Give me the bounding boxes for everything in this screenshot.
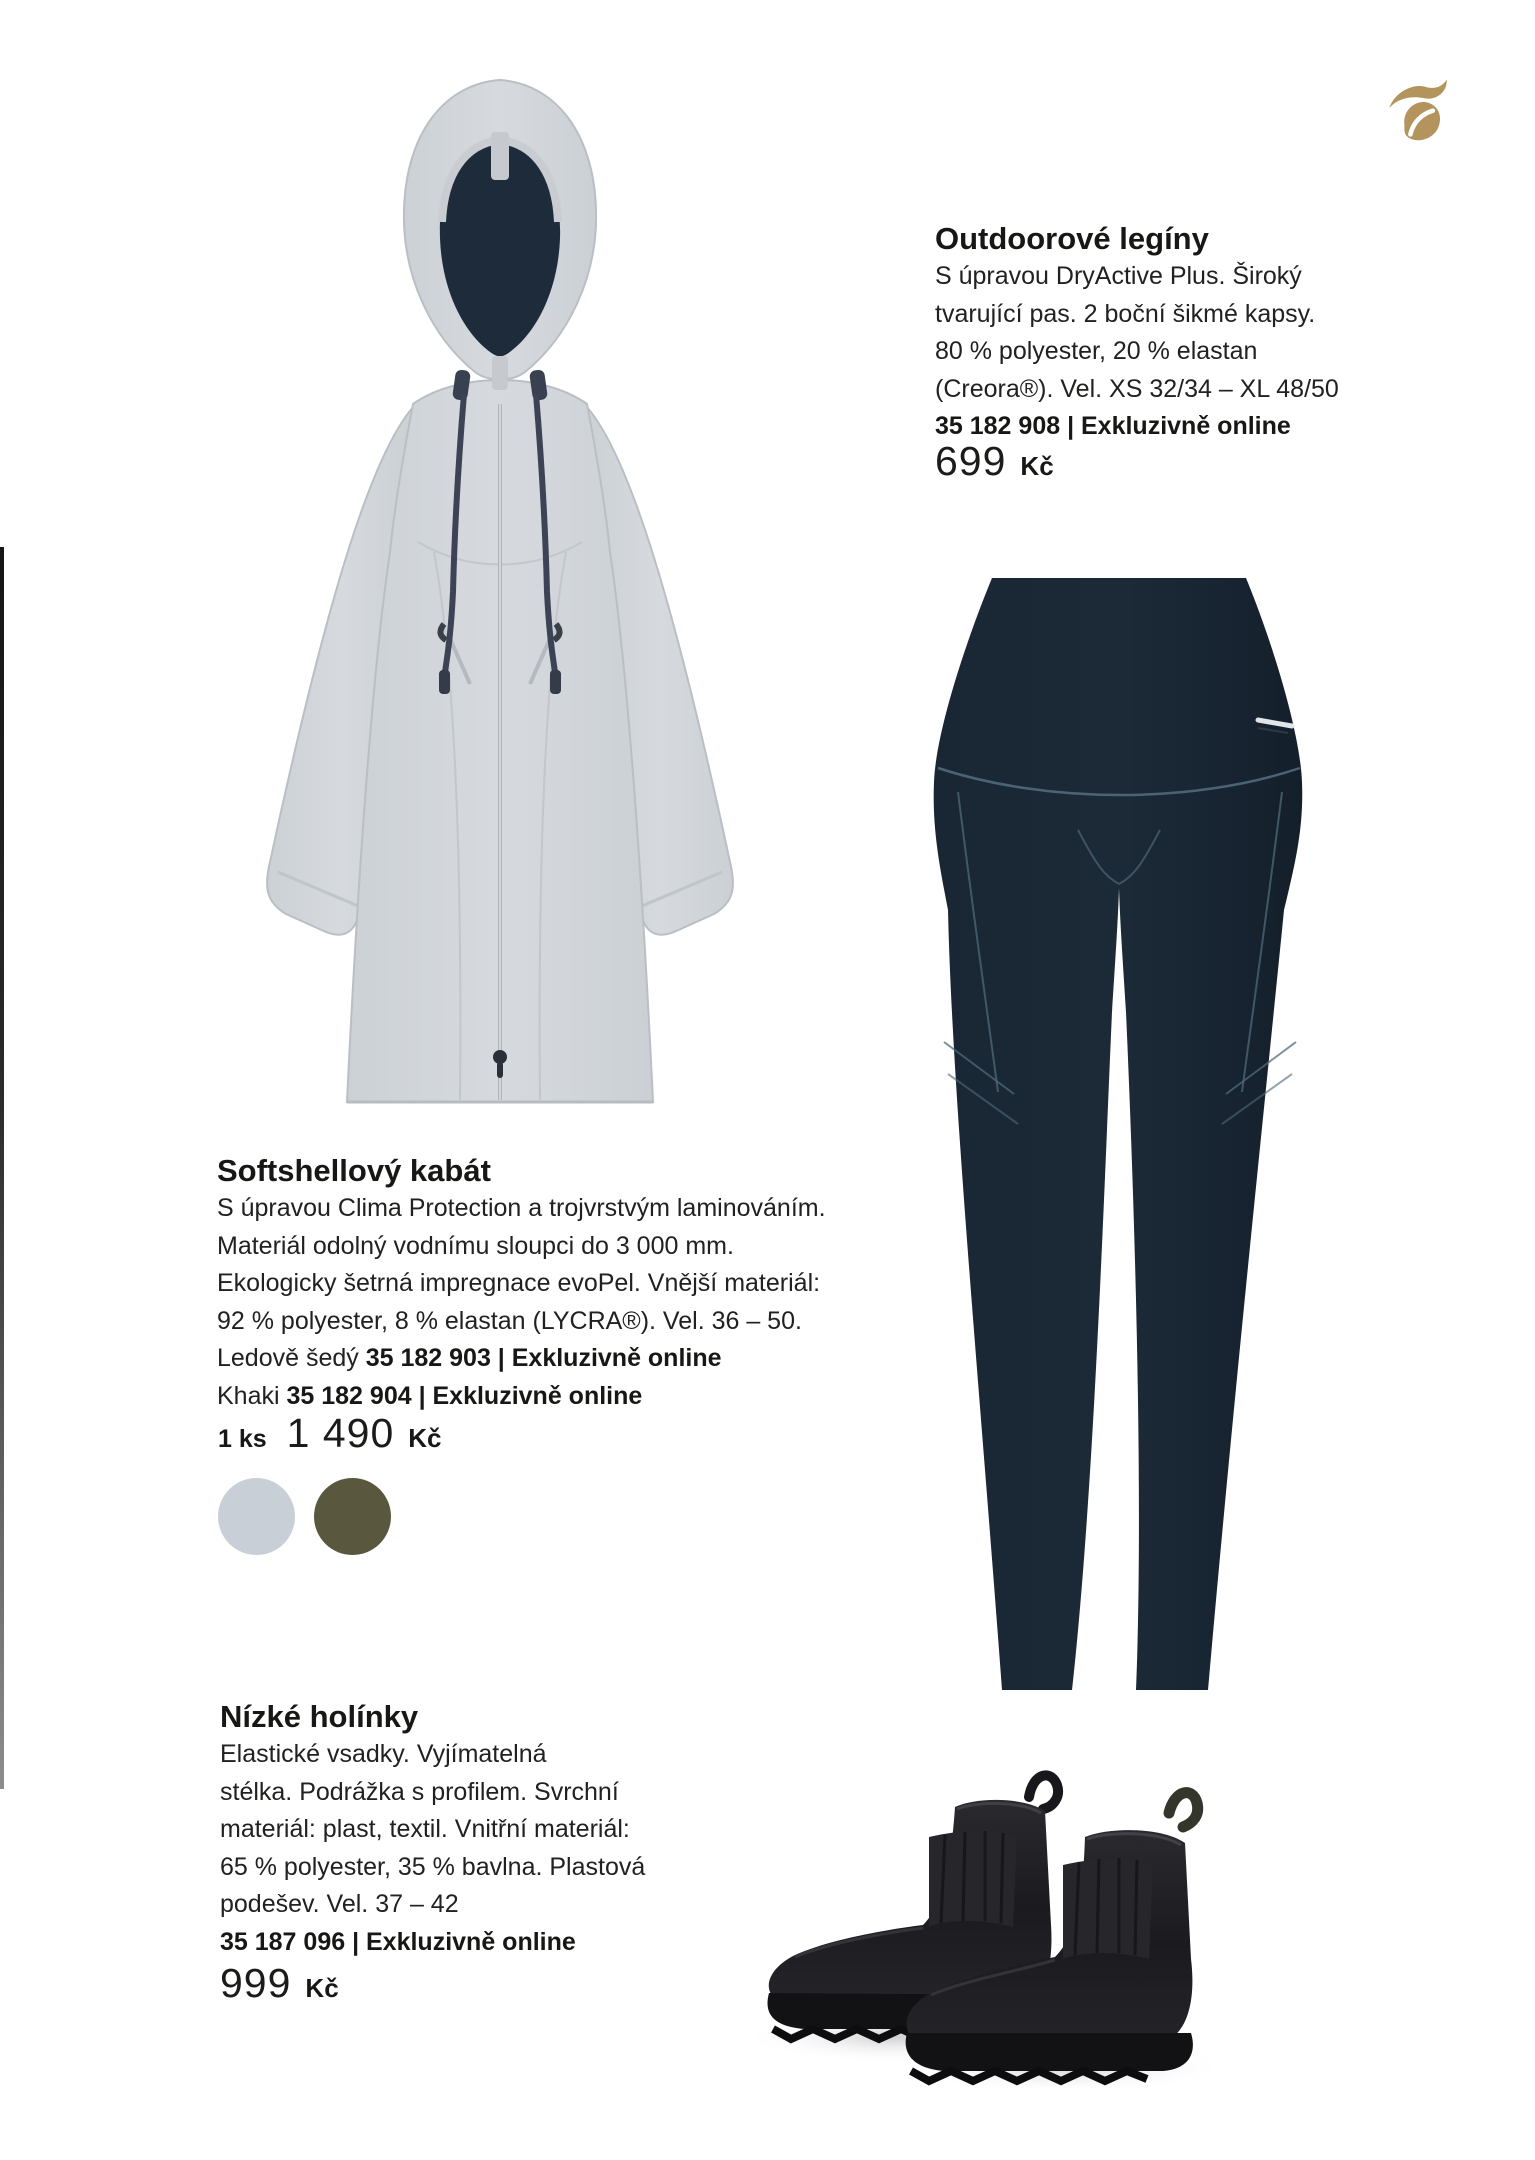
coat-price xyxy=(218,1410,442,1457)
price-value: 699 xyxy=(935,438,1007,484)
leggings-image xyxy=(928,572,1313,1697)
price-currency: Kč xyxy=(1020,451,1054,481)
variant-article: 35 182 903 | Exkluzivně online xyxy=(365,1344,722,1372)
description-line: Materiál odolný vodnímu sloupci do 3 000 mm. xyxy=(217,1231,734,1260)
product-title: Nízké holínky xyxy=(220,1699,419,1734)
description-line: materiál: plast, textil. Vnitřní materiál: xyxy=(220,1815,630,1843)
swatch-ice-grey xyxy=(218,1478,295,1555)
description-line: Elastické vsadky. Vyjímatelná xyxy=(220,1740,547,1768)
price-currency: Kč xyxy=(408,1423,442,1453)
softshell-coat-image xyxy=(198,72,798,1112)
boots-price xyxy=(220,1960,339,2007)
variant-color-label: Ledově šedý xyxy=(217,1344,359,1372)
coat-color-swatches xyxy=(218,1478,391,1555)
boots-info xyxy=(220,1698,740,1961)
coat-info xyxy=(217,1152,937,1415)
product-title: Outdoorové legíny xyxy=(935,221,1209,256)
swatch-khaki xyxy=(314,1478,391,1555)
description-line: tvarující pas. 2 boční šikmé kapsy. xyxy=(935,299,1316,328)
description-line: S úpravou Clima Protection a trojvrstvým laminováním. xyxy=(217,1194,826,1222)
page-edge-line xyxy=(0,547,4,1789)
description-line: podešev. Vel. 37 – 42 xyxy=(220,1890,459,1918)
leggings-info xyxy=(935,220,1405,446)
description-line: 65 % polyester, 35 % bavlna. Plastová xyxy=(220,1852,646,1881)
leggings-price xyxy=(935,438,1054,485)
price-currency: Kč xyxy=(305,1973,339,2003)
description-line: stélka. Podrážka s profilem. Svrchní xyxy=(220,1777,619,1806)
description-line: 92 % polyester, 8 % elastan (LYCRA®). Vel. 36 – 50. xyxy=(217,1306,802,1335)
product-title: Softshellový kabát xyxy=(217,1153,491,1188)
tchibo-bean-logo-icon xyxy=(1384,72,1450,148)
price-value: 1 490 xyxy=(286,1410,395,1456)
description-line: Ekologicky šetrná impregnace evoPel. Vnější materiál: xyxy=(217,1269,821,1297)
variant-line xyxy=(217,1340,937,1378)
boots-image xyxy=(733,1745,1238,2090)
variant-article: 35 182 904 | Exkluzivně online xyxy=(286,1381,643,1410)
description-line: S úpravou DryActive Plus. Široký xyxy=(935,262,1302,290)
article-number: 35 182 908 | Exkluzivně online xyxy=(935,412,1291,440)
description-line: 80 % polyester, 20 % elastan xyxy=(935,337,1258,365)
description-line: (Creora®). Vel. XS 32/34 – XL 48/50 xyxy=(935,374,1339,403)
price-unit: 1 ks xyxy=(218,1425,267,1453)
price-value: 999 xyxy=(220,1960,292,2006)
article-number: 35 187 096 | Exkluzivně online xyxy=(220,1927,576,1956)
variant-color-label: Khaki xyxy=(217,1381,280,1410)
